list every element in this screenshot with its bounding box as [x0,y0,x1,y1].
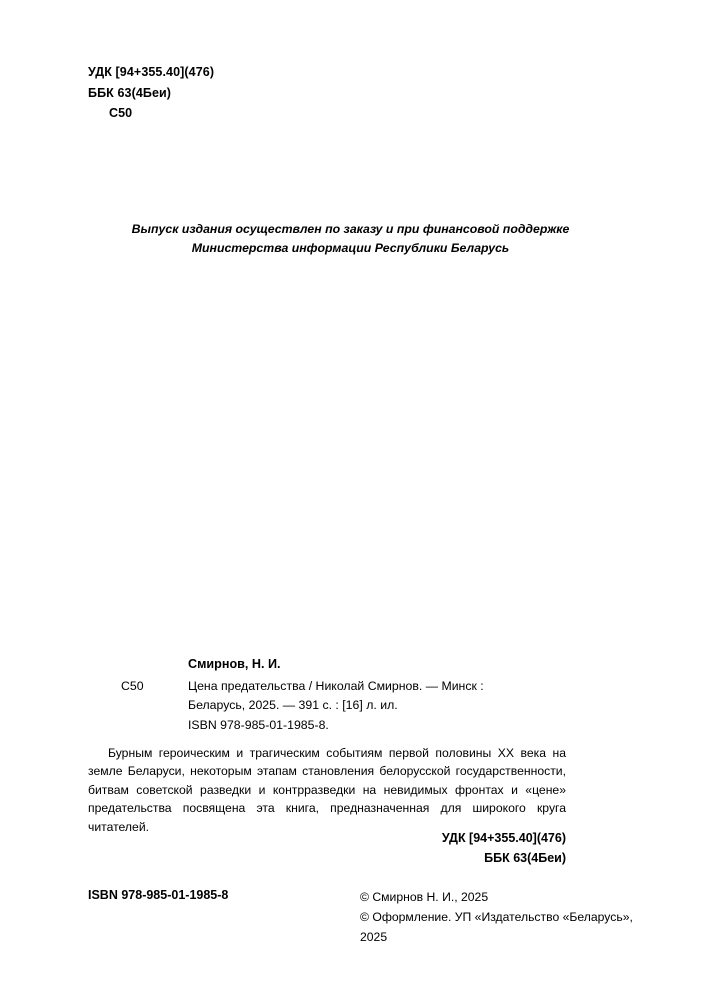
classification-codes-repeat [88,828,566,869]
udk-code: УДК [94+355.40](476) [88,65,215,79]
record-description-line-2: Беларусь, 2025. — 391 с. : [16] л. ил. [188,697,398,712]
sponsor-note [0,220,701,258]
bbk-code-repeat: ББК 63(4Беи) [484,851,566,866]
copyright-author: © Смирнов Н. И., 2025 [360,890,489,904]
record-isbn: ISBN 978-985-01-1985-8. [188,717,329,732]
record-annotation [88,744,566,837]
record-body [88,677,566,735]
copyright-design: © Оформление. УП «Издательство «Беларусь», 2025 [360,909,633,944]
sponsor-note-line-2: Министерства информации Республики Беларусь [191,241,510,256]
udk-code-repeat: УДК [94+355.40](476) [441,831,566,845]
bbk-code: ББК 63(4Беи) [88,85,172,100]
record-author: Смирнов, Н. И. [188,657,281,671]
shelf-code: С50 [109,106,133,121]
sponsor-note-line-1: Выпуск издания осуществлен по заказу и при финансовой поддержке [131,222,570,236]
record-description-line-1: Цена предательства / Николай Смирнов. — Минск : [188,678,484,693]
copyright-block [360,888,634,947]
annotation-text: Бурным героическим и трагическим событиям первой половины XX века на земле Беларуси, некоторым этапам становления белорусской государственности, битвам советской разведки и контрразведки на невидимых фронтах и «цене» предательства посвящена эта книга, предназначенная для широкого круга читателей. [88,745,566,834]
record-sigla: С50 [121,678,144,693]
classification-codes-block [88,62,214,124]
footer-isbn: ISBN 978-985-01-1985-8 [88,888,229,902]
bibliographic-record [88,655,566,836]
